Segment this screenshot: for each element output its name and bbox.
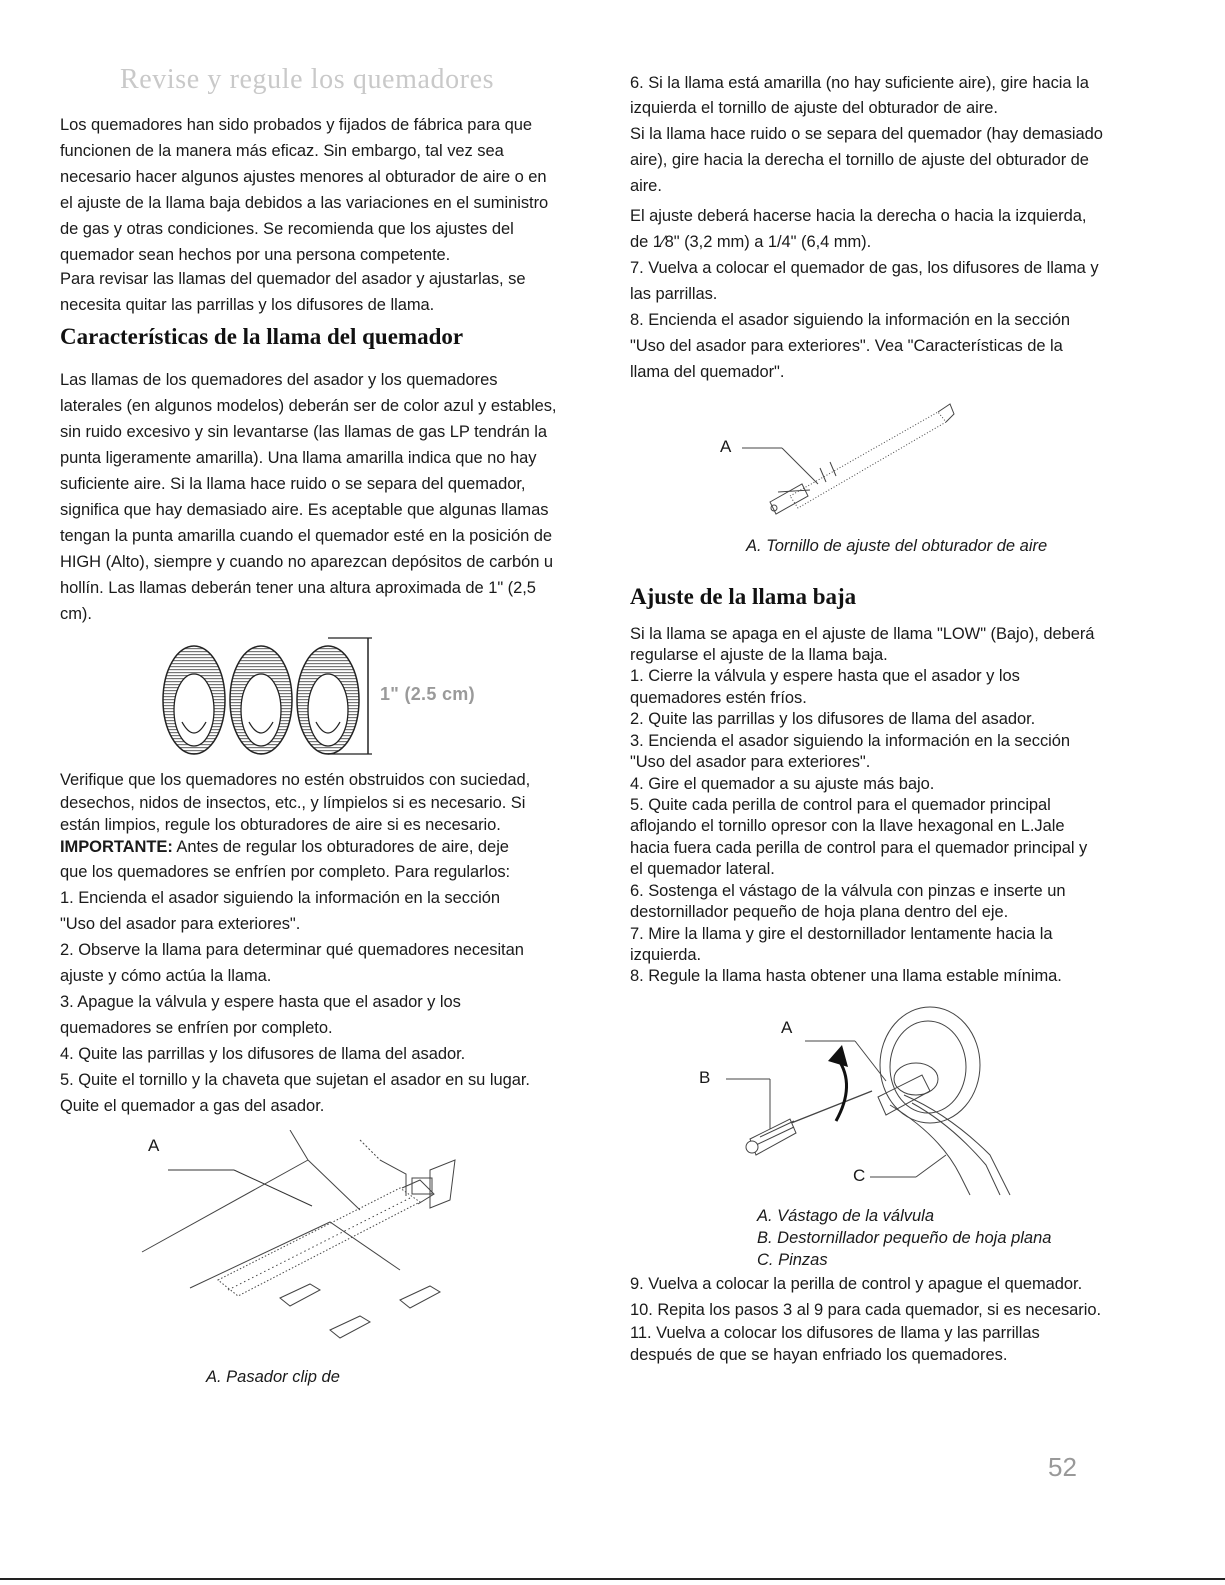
step-line: que los quemadores se enfríen por completo. Para regularlos: (60, 863, 511, 881)
intro-line: necesita quitar las parrillas y los difusores de llama. (60, 296, 435, 314)
caption-line: A. Vástago de la válvula (757, 1207, 935, 1225)
low-flame-line: 3. Encienda el asador siguiendo la información en la sección (630, 732, 1071, 750)
final-step-line: 10. Repita los pasos 3 al 9 para cada quemador, si es necesario. (630, 1301, 1102, 1319)
flame-line: significa que hay demasiado aire. Es aceptable que algunas llamas (60, 501, 549, 519)
low-flame-line: el quemador lateral. (630, 860, 775, 878)
figure1-caption: A. Tornillo de ajuste del obturador de aire (746, 537, 1048, 555)
step-line: quemadores se enfríen por completo. (60, 1019, 333, 1037)
intro-line: de gas y otras condiciones. Se recomienda que los ajustes del (60, 220, 514, 238)
caption-line: B. Destornillador pequeño de hoja plana (757, 1229, 1052, 1247)
low-flame-line: 7. Mire la llama y gire el destornillador lentamente hacia la (630, 925, 1053, 943)
low-flame-line: regularse el ajuste de la llama baja. (630, 646, 888, 664)
step-line: 4. Quite las parrillas y los difusores de llama del asador. (60, 1045, 466, 1063)
heading-low-flame: Ajuste de la llama baja (630, 584, 857, 609)
step-line: 7. Vuelva a colocar el quemador de gas, los difusores de llama y (630, 259, 1099, 277)
step-line: aire. (630, 177, 662, 195)
step-line: las parrillas. (630, 285, 718, 303)
step-line: 2. Observe la llama para determinar qué quemadores necesitan (60, 941, 524, 959)
important-line (60, 837, 509, 859)
step-line: ajuste y cómo actúa la llama. (60, 967, 272, 985)
arrow-head-icon (828, 1045, 848, 1067)
figure2-label-a: A (781, 1018, 793, 1037)
caption-line: C. Pinzas (757, 1251, 828, 1269)
low-flame-line: 2. Quite las parrillas y los difusores de llama del asador. (630, 710, 1036, 728)
low-flame-line: quemadores estén fríos. (630, 689, 807, 707)
bottom-rule (0, 1578, 1225, 1580)
step-line: Si la llama hace ruido o se separa del quemador (hay demasiado (630, 125, 1103, 143)
step-line: llama del quemador". (630, 363, 785, 381)
callout-line (142, 1160, 308, 1252)
step-line: 3. Apague la válvula y espere hasta que el asador y los (60, 993, 461, 1011)
step-line: "Uso del asador para exteriores". Vea "Características de la (630, 337, 1063, 355)
low-flame-line: 8. Regule la llama hasta obtener una llama estable mínima. (630, 967, 1062, 985)
flame-line: Las llamas de los quemadores del asador y los quemadores (60, 371, 498, 389)
flame-line: cm). (60, 605, 92, 623)
step-line: de 1⁄8" (3,2 mm) a 1/4" (6,4 mm). (630, 233, 872, 251)
flame-line: laterales (en algunos modelos) deberán ser de color azul y estables, (60, 397, 557, 415)
important-label: IMPORTANTE: (60, 838, 173, 856)
rotate-arrow-icon (836, 1059, 847, 1121)
verify-line: desechos, nidos de insectos, etc., y límpielos si es necesario. Si (60, 794, 526, 812)
low-flame-line: 5. Quite cada perilla de control para el quemador principal (630, 796, 1051, 814)
intro-line: Para revisar las llamas del quemador del asador y ajustarlas, se (60, 270, 526, 288)
step-line: aire), gire hacia la derecha el tornillo de ajuste del obturador de (630, 151, 1089, 169)
low-flame-line: destornillador pequeño de hoja plana dentro del eje. (630, 903, 1009, 921)
heading-flame-characteristics: Características de la llama del quemador (60, 324, 464, 349)
intro-line: Los quemadores han sido probados y fijados de fábrica para que (60, 116, 533, 134)
flame-line: suficiente aire. Si la llama hace ruido o se separa del quemador, (60, 475, 526, 493)
figure2-captions (757, 1205, 1051, 1271)
step-line: Quite el quemador a gas del asador. (60, 1097, 325, 1115)
flame-line: punta ligeramente amarilla). Una llama amarilla indica que no hay (60, 449, 537, 467)
step-line: 5. Quite el tornillo y la chaveta que sujetan el asador en su lugar. (60, 1071, 530, 1089)
step-line: 6. Si la llama está amarilla (no hay suficiente aire), gire hacia la (630, 74, 1089, 92)
low-flame-line: hacia fuera cada perilla de control para el quemador principal y (630, 839, 1088, 857)
figure-caption-clip: A. Pasador clip de (206, 1368, 340, 1386)
intro-line: quemador sean hechos por una persona competente. (60, 246, 451, 264)
burner-clip-illustration (130, 1130, 510, 1360)
figure2-label-c: C (853, 1166, 866, 1185)
intro-line: el ajuste de la llama baja debidos a las variaciones en el suministro (60, 194, 549, 212)
intro-line: necesario hacer algunos ajustes menores al obturador de aire o en (60, 168, 547, 186)
flame-line: hollín. Las llamas deberán tener una altura aproximada de 1" (2,5 (60, 579, 536, 597)
low-flame-line: Si la llama se apaga en el ajuste de llama "LOW" (Bajo), deberá (630, 625, 1095, 643)
step-line: 1. Encienda el asador siguiendo la información en la sección (60, 889, 501, 907)
flame-shape (230, 646, 292, 754)
flame-line: HIGH (Alto), siempre y cuando no aparezcan depósitos de carbón u (60, 553, 553, 571)
page-title: Revise y regule los quemadores (120, 64, 495, 95)
important-text: Antes de regular los obturadores de aire, deje (172, 838, 509, 856)
low-flame-line: 4. Gire el quemador a su ajuste más bajo. (630, 775, 935, 793)
low-flame-line: aflojando el tornillo opresor con la llave hexagonal en L.Jale (630, 817, 1065, 835)
final-step-line: 9. Vuelva a colocar la perilla de control y apague el quemador. (630, 1275, 1083, 1293)
final-step-line: 11. Vuelva a colocar los difusores de llama y las parrillas (630, 1324, 1040, 1342)
low-flame-line: 6. Sostenga el vástago de la válvula con pinzas e inserte un (630, 882, 1066, 900)
flame-line: tengan la punta amarilla cuando el quemador esté en la posición de (60, 527, 553, 545)
air-shutter-screw-illustration (690, 392, 1030, 522)
flame-height-label: 1" (2.5 cm) (380, 684, 475, 704)
low-flame-line: izquierda. (630, 946, 702, 964)
step-line: El ajuste deberá hacerse hacia la derecha o hacia la izquierda, (630, 207, 1087, 225)
verify-line: Verifique que los quemadores no estén obstruidos con suciedad, (60, 771, 531, 789)
flame-line: sin ruido excesivo y sin levantarse (las llamas de gas LP tendrán la (60, 423, 547, 441)
page-number: 52 (1048, 1452, 1077, 1482)
figure-label-a: A (148, 1136, 160, 1155)
intro-line: funcionen de la manera más eficaz. Sin embargo, tal vez sea (60, 142, 504, 160)
figure1-label-a: A (720, 437, 732, 456)
verify-line: están limpios, regule los obturadores de aire si es necesario. (60, 816, 501, 834)
step-line: "Uso del asador para exteriores". (60, 915, 301, 933)
figure2-label-b: B (699, 1068, 711, 1087)
low-flame-line: "Uso del asador para exteriores". (630, 753, 871, 771)
step-line: 8. Encienda el asador siguiendo la información en la sección (630, 311, 1071, 329)
flame-shape (163, 646, 225, 754)
flame-shape (297, 646, 359, 754)
step-line: izquierda el tornillo de ajuste del obturador de aire. (630, 99, 998, 117)
final-step-line: después de que se hayan enfriado los quemadores. (630, 1346, 1008, 1364)
low-flame-line: 1. Cierre la válvula y espere hasta que el asador y los (630, 667, 1020, 685)
